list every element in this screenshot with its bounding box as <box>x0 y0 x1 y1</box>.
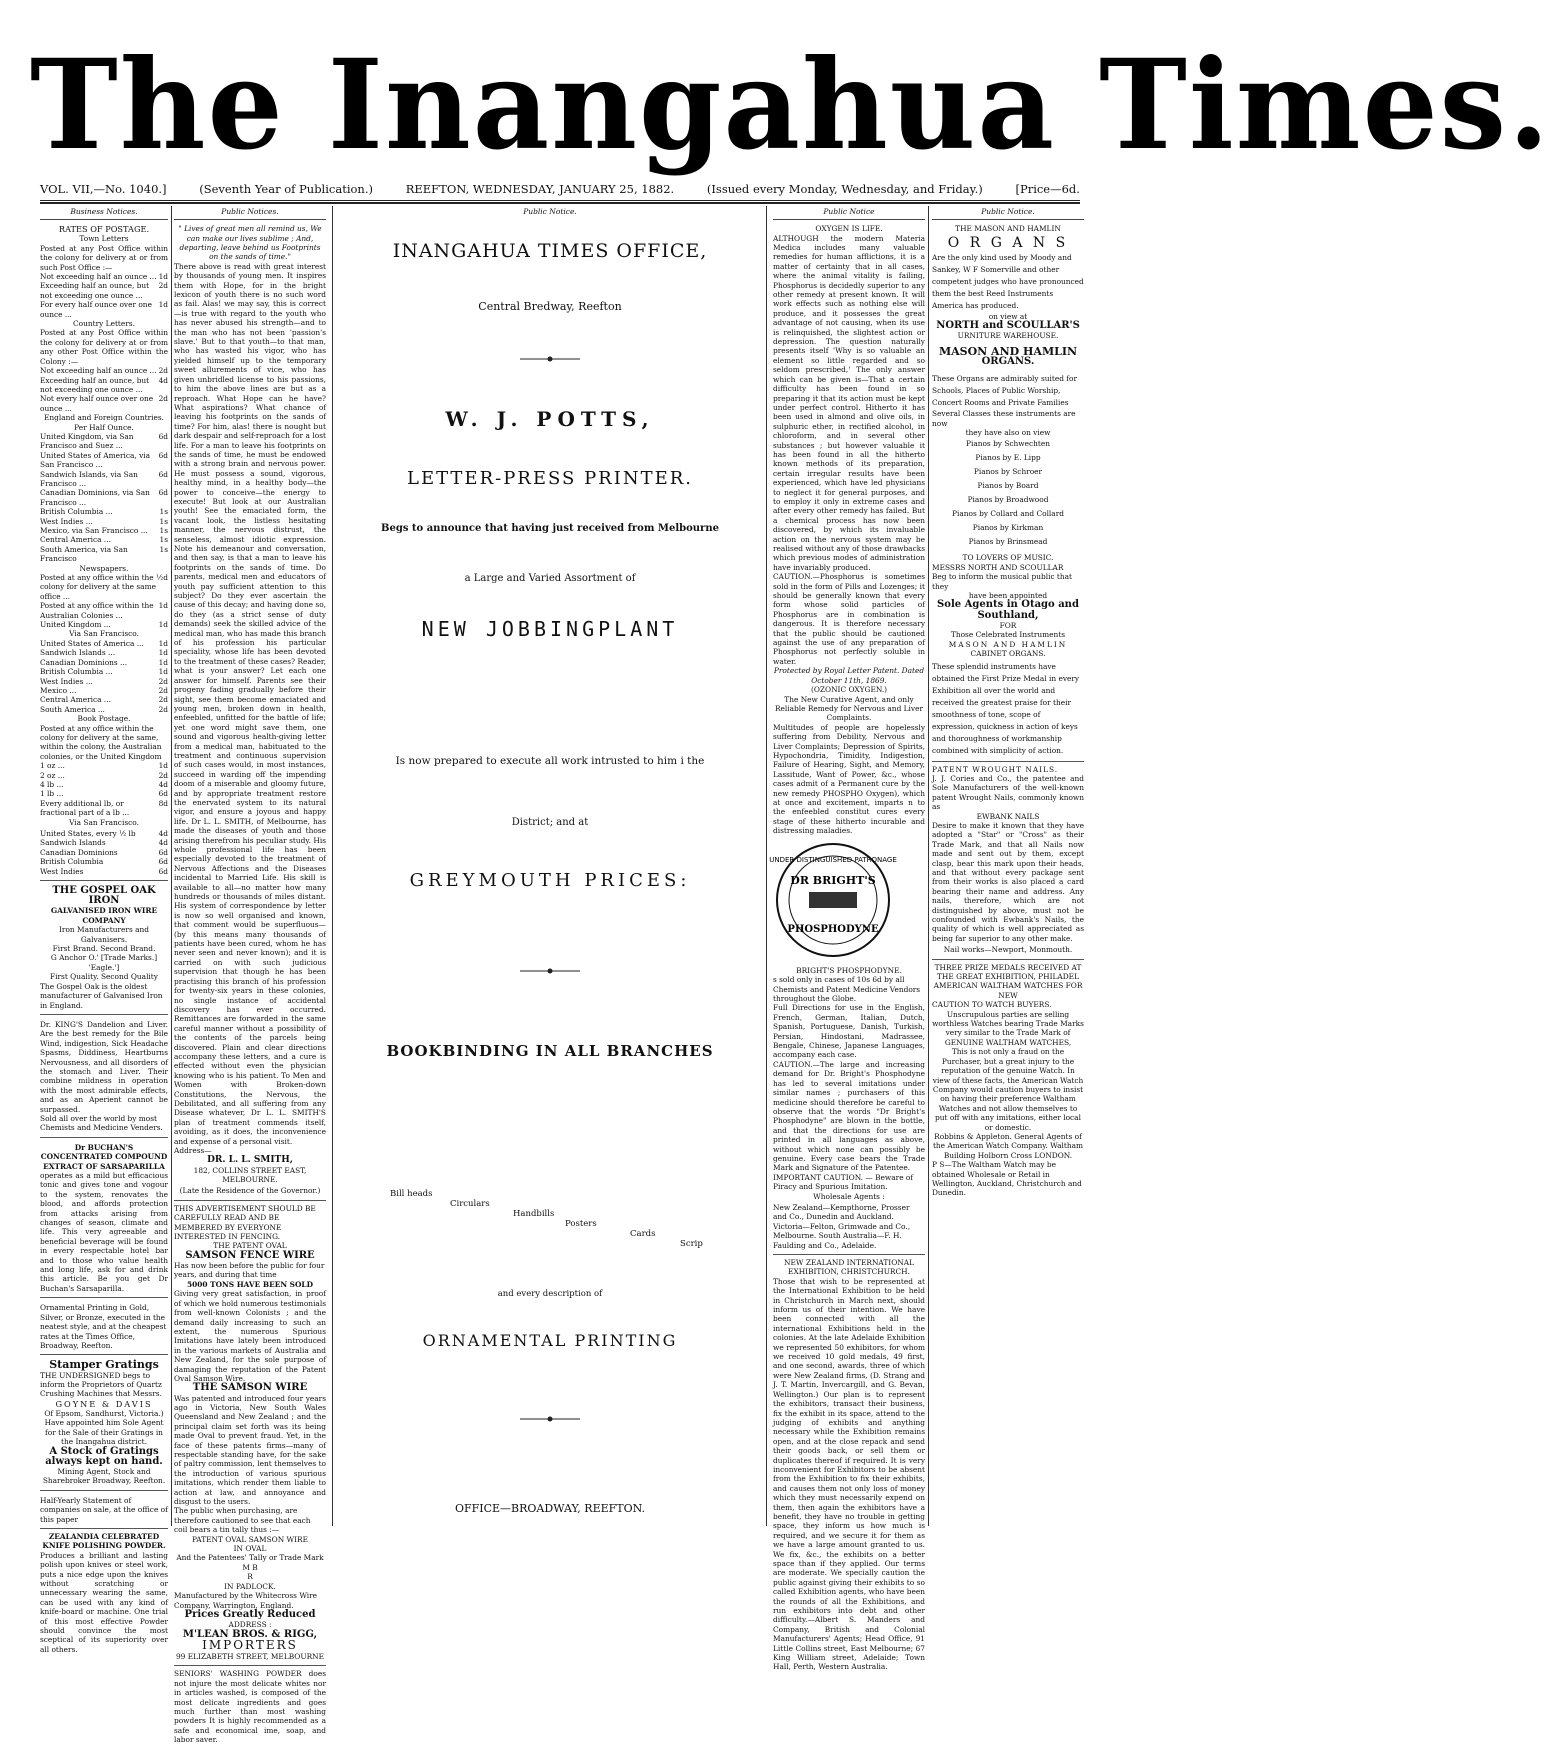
place-date: REEFTON, WEDNESDAY, JANUARY 25, 1882. <box>405 182 675 196</box>
rate-value: 1d <box>158 638 168 648</box>
rate-row <box>40 639 168 648</box>
messrs-north: MESSRS NORTH AND SCOULLAR <box>932 562 1064 572</box>
newspapers-heading: Newspapers. <box>79 563 129 573</box>
rate-value: 1d <box>158 272 168 282</box>
buchan-ad <box>40 1141 168 1299</box>
masthead-title: The Inangahua Times. <box>30 31 1551 178</box>
rate-value: 1s <box>159 535 168 545</box>
rate-row <box>40 573 168 601</box>
genuine-text: This is not only a fraud on the Purchaser, but a great injury to the reputation of the genuine Watch. In view of these facts, the American Watch Company would caution buyers to insist on having their preference Waltham Watches and not allow themselves to put off with any imitations, either local or domestic. <box>932 1047 1084 1132</box>
rate-value: 6d <box>158 488 168 498</box>
rate-row <box>40 545 168 564</box>
rate-value: 1d <box>158 620 168 630</box>
rate-label: 2 oz ... <box>40 770 65 780</box>
rate-value: 1d <box>158 601 168 611</box>
smith-late: (Late the Residence of the Governor.) <box>174 1184 326 1200</box>
ornament-rule <box>520 968 580 974</box>
rate-value: 2d <box>158 770 168 780</box>
samson-text2: Giving very great satisfaction, in proof of which we hold numerous testimonials from well-known Colonists ; and the demand daily increasing to such an extent, the numerous Spurious Imitations have lately been introduced in the various markets of Australia and New Zealand, for the sole purpose of damaging the reputation of the Patent Oval Samson Wire. <box>174 1289 326 1383</box>
waltham-watches: AMERICAN WALTHAM WATCHES FOR NEW <box>933 981 1083 1000</box>
rate-row <box>40 677 168 686</box>
goyne-text: Of Epsom, Sandhurst, Victoria.) Have appointed him Sole Agent for the Sale of their Gratings in the Inangahua district. <box>44 1408 164 1447</box>
rate-row <box>40 601 168 620</box>
column-divider <box>766 206 767 1526</box>
rate-row <box>40 272 168 281</box>
rate-row <box>40 789 168 798</box>
importers: IMPORTERS <box>202 1637 298 1652</box>
rate-value: 6d <box>158 866 168 876</box>
rate-value: 1d <box>158 648 168 658</box>
king-text: Dr. KING'S Dandelion and Liver. Are the best remedy for the Bile Wind, indigestion, Sick Headache Spasms, Diddiness, Heartburns Nervousness, and all disorders of the stomach and Liver. Their combine mildness in operation with the most admirable effects, and as an Aperient cannot be surpassed. <box>40 1019 168 1114</box>
column-organs <box>932 206 1084 1526</box>
seal-bottom-text: PHOSPHODYNE <box>787 923 879 935</box>
rate-value: 1d <box>158 300 168 310</box>
phosphorus-caution: CAUTION.—Phosphorus is sometimes sold in the form of Pills and Lozenges; it should be generally known that every form whose solid particles of Phosphorus are in combination is dangerous. It is therefore necessary that the public should be cautioned against the use of any preparation of Phosphorus not perfectly soluble in water. <box>773 572 925 666</box>
oxygen-title: OXYGEN IS LIFE. <box>815 224 883 234</box>
rate-label: West Indies <box>40 866 84 876</box>
district: District; and at <box>511 817 589 828</box>
rate-label: Sandwich Islands <box>40 838 106 848</box>
bright-sold: s sold only in cases of 10s 6d by all Chemists and Patent Medicine Vendors throughout the Globe. <box>773 975 921 1004</box>
rate-label: Posted at any office within the colony for delivery at the same office ... <box>40 573 156 601</box>
rate-value: 4d <box>158 779 168 789</box>
nails-text2: Desire to make it known that they have adopted a "Star" or "Cross" as their Trade Mark, and that all Nails now made and sent out by them, except clasp, bear this mark upon their heads, and that without every package sent from their works is also placed a card bearing their name and address. Any nails, therefore, which are not distinguished by above, must not be confounded with Ewbank's Nails, the quality of which is well appreciated as being far superior to any other make. <box>932 820 1084 943</box>
mclean-bros: M'LEAN BROS. & RIGG, <box>182 1628 318 1640</box>
piano-item: Pianos by Kirkman <box>972 523 1044 533</box>
piano-item: Pianos by Collard and Collard <box>952 509 1064 519</box>
exhibition-title: NEW ZEALAND INTERNATIONAL EXHIBITION, CHRISTCHURCH. <box>784 1258 914 1277</box>
rate-value: 6d <box>158 857 168 867</box>
stamper-title: Stamper Gratings <box>49 1358 159 1372</box>
per-half-ounce: Per Half Ounce. <box>74 422 134 432</box>
rate-label: United States, every ½ lb <box>40 829 136 838</box>
cabinet-organs: CABINET ORGANS. <box>970 649 1046 659</box>
address2: ADDRESS : <box>228 1620 272 1630</box>
column-divider <box>332 206 333 1526</box>
bright-title: BRIGHT'S PHOSPHODYNE. <box>796 965 902 975</box>
rate-label: Sandwich Islands, via San Francisco ... <box>40 469 138 488</box>
rate-value: 6d <box>158 847 168 857</box>
bookbinding: BOOKBINDING IN ALL BRANCHES <box>386 1042 714 1060</box>
rate-label: West Indies ... <box>40 516 93 526</box>
curative-agent: The New Curative Agent, and only Reliable Remedy for Nervous and Liver Complaints. <box>774 694 924 723</box>
handbills: Handbills <box>513 1209 555 1219</box>
volume-number: VOL. VII,—No. 1040.] <box>40 182 167 196</box>
rate-value: 1d <box>158 761 168 771</box>
poem-quote: " Lives of great men all remind us, We can make our lives sublime ; And, departing, leave behind us Footprints on the sands of time." <box>178 224 322 262</box>
column-divider <box>928 206 929 1526</box>
piano-item: Pianos by Brinsmead <box>968 537 1048 547</box>
three-prize: THREE PRIZE MEDALS RECEIVED AT THE GREAT EXHIBITION, PHILADEL <box>934 962 1082 982</box>
tally5: R <box>247 1572 253 1582</box>
piano-item: Pianos by Broadwood <box>967 495 1049 505</box>
samson-wire: THE SAMSON WIRE <box>192 1382 308 1394</box>
splendid-instruments: These splendid instruments have obtained the First Prize Medal in every Exhibition all over the world and received the greatest praise for their smoothness of tone, scope of expression, quickness in action of keys and thoroughness of workmanship combined with simplicity of action. <box>932 659 1084 762</box>
agents-list: New Zealand—Kempthorne, Prosser and Co., Dunedin and Auckland. Victoria—Felton, Grimwade and Co., Melbourne. South Australia—F. H. Faulding and Co., Adelaide. <box>773 1201 925 1255</box>
foreign-title: England and Foreign Countries. <box>43 413 165 423</box>
rate-value: 1s <box>159 544 168 554</box>
smith-address: 182, COLLINS STREET EAST, MELBOURNE. <box>193 1165 307 1185</box>
rate-value: 2d <box>158 695 168 705</box>
organs-heading: O R G A N S <box>947 234 1069 251</box>
central-broadway: Central Bredway, Reefton <box>478 300 622 313</box>
column-head: Public Notice. <box>932 207 1084 220</box>
unscrupulous: Unscrupulous parties are selling worthless Watches bearing Trade Marks very similar to the Trade Mark of <box>932 1009 1084 1038</box>
also-on-view: they have also on view <box>965 428 1051 438</box>
halfyearly-ad <box>40 1494 168 1529</box>
goyne-davis: GOYNE & DAVIS <box>55 1398 153 1409</box>
column-head: Public Notice. <box>523 207 577 216</box>
tally3: And the Patentees' Tally or Trade Mark <box>176 1553 324 1563</box>
rate-row <box>40 300 168 319</box>
rate-label: United Kingdom, via San Francisco and Suez ... <box>40 431 134 451</box>
sole-agents: Sole Agents in Otago and Southland, <box>937 599 1079 621</box>
elizabeth-street: 99 ELIZABETH STREET, MELBOURNE <box>174 1650 326 1666</box>
news-rates <box>40 573 168 629</box>
rate-value: 4d <box>158 838 168 848</box>
column-printer-ad <box>340 206 760 1526</box>
column-divider <box>171 206 172 1526</box>
rate-label: Not exceeding half an ounce ... <box>40 272 157 282</box>
genuine-waltham: GENUINE WALTHAM WATCHES, <box>944 1037 1072 1047</box>
ewbank-nails: EWBANK NAILS <box>976 811 1040 821</box>
protected: Protected by Royal Letter Patent. Dated October 11th, 1869. <box>773 666 925 685</box>
north-scoullar: NORTH and SCOULLAR'S <box>936 320 1080 332</box>
appointed: have been appointed <box>968 591 1048 601</box>
rate-value: 1d <box>158 657 168 667</box>
rate-row <box>40 488 168 507</box>
manufactured: Manufactured by the Whitecross Wire Company, Warrington, England. <box>174 1591 318 1610</box>
rate-label: South America ... <box>40 704 105 714</box>
exhibition-text: Those that wish to be represented at the International Exhibition to be held in Christchurch in March next, should inform us of their intention. We have been connected with all the international Exhibitions held in the colonies. At the late Adelaide Exhibition we represented 50 exhibitors, for whom we received 10 gold medals, 49 first, and one second, awards, three of which were New Zealand firms, (D. Strang and J. T. Martin, Invercargill, and G. Bevan, Wellington.) Our plan is to represent the exhibitors, transact their business, fix the exhibit in its space, attend to the judging of exhibits and anything necessary while the Exhibition remains open, and at the close repack and send their goods back, or sell them or duplicates thereof if required. It is very inconvenient for Exhibitors to be absent from the Exhibition to fix their exhibits, and causes them not only loss of money which they must necessarily expend on them, then again the exhibitors have a benefit, they have no trouble in getting space, they inform us how much is required, and we secure it for them as we have a large amount granted to us. We fix, &c., the exhibits on a better space than if they applied. Our terms are moderate. We specially caution the public against giving their exhibits to so called Exhibition agents, who have been the rounds of all the Exhibitions, and run exhibitors into debt and other difficulty.—Albert S. Manders and Company, British and Colonial Manufacturers' Agents; Head Office, 91 Little Collins street, East Melbourne; 67 King William street, Adelaide; Town Hall, Perth, Western Australia. <box>773 1276 925 1672</box>
directions: Full Directions for use in the English, French, German, Italian, Dutch, Spanish, Portuguese, Danish, Turkish, Persian, Hindostani, Madrassee, Bengale, Chinese, Japanese Languages, accompany each case. <box>773 1003 925 1060</box>
begs-to-announce: Begs to announce that having just received from Melbourne <box>381 523 719 534</box>
column-business-notices <box>40 206 168 1654</box>
rate-row <box>40 432 168 451</box>
rate-label: Not exceeding half an ounce ... <box>40 366 157 376</box>
prepared-notice: Is now prepared to execute all work intrusted to him i the <box>395 755 705 767</box>
circulars: Circulars <box>450 1199 490 1209</box>
nails-text: J. J. Cories and Co., the patentee and Sole Manufacturers of the well-known patent Wrought Nails, commonly known as <box>932 773 1084 812</box>
office-title: INANGAHUA TIMES OFFICE, <box>392 240 708 262</box>
town-text: Posted at any Post Office within the colony for delivery at or from such Post Office :— <box>40 243 168 272</box>
rate-value: 2d <box>158 676 168 686</box>
rate-row <box>40 366 168 375</box>
zealandia-title: ZEALANDIA CELEBRATED KNIFE POLISHING POWDER. <box>42 1532 166 1551</box>
rate-label: Posted at any office within the Australian Colonies ... <box>40 601 154 620</box>
piano-item: Pianos by Schroer <box>973 467 1043 477</box>
large-assortment: a Large and Varied Assortment of <box>464 573 636 584</box>
rate-label: Canadian Dominions, via San Francisco ... <box>40 488 150 507</box>
seniors-text: SENIORS' WASHING POWDER does not injure the most delicate whites nor in articles washed, is composed of the most delicate ingredients and goes much further than most washing powders It is highly recommended as a safe and economical ime, soap, and labor saver. <box>174 1669 326 1745</box>
postage-title: RATES OF POSTAGE. <box>58 224 150 235</box>
via-sf-heading: Via San Francisco. <box>69 629 139 639</box>
rate-label: Canadian Dominions <box>40 847 118 857</box>
rate-value: 2d <box>158 685 168 695</box>
rate-row <box>40 507 168 516</box>
smith-text: There above is read with great interest by thousands of young men. It inspires them with Hope, for in the bright lexicon of youth there is no such word as fail. Alas! we may say, this is correct—is true with regard to the youth who has never abused his strength—and to the man who has not been 'passion's slave.' But to that youth—to that man, who has wasted his vigor, who has yielded himself up to the temporary sweet allurements of vice, who has given unbridled license to his passions, to him the above lines are but as a reproach. What Hope can he have? What aspirations? What chance of leaving his footprints on the sands of time? For him, alas! there is nought but dark despair and self-reproach for a lost life. For a man to leave his footprints on the sands of time, he must be endowed with a strong brain and nervous power. He must possess a sound, vigorous, healthy mind, in a healthy body—the power to conceive—the energy to execute! But look at our Australian youth! See the emaciated form, the vacant look, the listless hesitating manner, the nervous distrust, the senseless, almost idiotic expression. Note his demeanour and conversation, and then say, is that a man to leave his footprints on the sands of time. Do parents, medical men and educators of youth pay sufficient attention to this subject? Do they ever ascertain the cause of this decay; and having done so, do they (as a strict sense of duty demands) seek the skilled advice of the medical man, who has made this branch of his profession his particular speciality, whose life has been devoted to the treatment of these cases? Reader, what is your answer? Let each one answer for himself. Parents see their progeny fading gradually before their sight, see them become emaciated and young men, broken down in health, enfeebled, unfitted for the battle of life; yet one word might save them, one sound and vigorous health-giving letter from a medical man, habituated to the treatment and continuous supervision of such cases would, in most instances, succeed in warding off the impending doom of a miserable and gloomy future, and by appropriate treatment restore the enervated system to its natural vigor, and ensure a joyous and happy life. Dr L. L. SMITH, of Melbourne, has made the diseases of youth and those arising therefrom his peculiar study. His whole professional life has been especially devoted to the treatment of Nervous Affections and the Diseases incidental to Married Life. His skill is available to all—no matter how many hundreds or thousands of miles distant. His system of correspondence by letter is now so well organised and known, that comment would be superfluous—(by this means many thousands of patients have been cured, whom he has never seen and never known); and it is carried on with such judicious supervision that though he has been practising this branch of his profession for twenty-six years in these colonies, no single instance of accidental discovery has ever occurred. Remittances are forwarded in the same careful manner without a possibility of the contents of the parcels being discovered. Plain and clear directions accompany these letters, and a cure is effected without even the physician knowing who is his patient. To Men and Women with Broken-down Constitutions, the Nervous, the Debilitated, and all suffering from any Disease whatever, Dr L. L. SMITH'S plan of treatment commends itself, avoiding, as it does, the inconvenience and expense of a personal visit. <box>174 261 326 1146</box>
king-sold: Sold all over the world by most Chemists and Medicine Venders. <box>40 1113 163 1133</box>
column-head: Business Notices. <box>40 207 168 220</box>
piano-item: Pianos by Schwechten <box>965 439 1050 449</box>
via-sf2-heading: Via San Francisco. <box>69 817 139 827</box>
gospel-title: THE GOSPEL OAK IRON <box>52 885 156 907</box>
rate-value: 6d <box>158 789 168 799</box>
ornament-rule <box>520 1416 580 1422</box>
country-rates <box>40 366 168 413</box>
rate-label: British Columbia ... <box>40 507 113 517</box>
rate-label: 1 lb ... <box>40 789 64 799</box>
rate-row <box>40 620 168 629</box>
potts-name: W. J. POTTS, <box>445 407 655 431</box>
rate-label: United Kingdom ... <box>40 620 111 630</box>
ornament-rule <box>520 356 580 362</box>
piano-item: Pianos by Board <box>977 481 1039 491</box>
rate-row <box>40 867 168 876</box>
seal-top-text: UNDER DISTINGUISHED PATRONAGE <box>769 855 897 864</box>
rate-row <box>40 771 168 780</box>
column-public-notices <box>174 206 326 1745</box>
gospel-quality: First Quality. Second Quality <box>50 972 158 982</box>
mining-agent: Mining Agent, Stock and Sharebroker Broadway, Reefton. <box>42 1466 166 1486</box>
greymouth-prices: GREYMOUTH PRICES: <box>409 870 691 891</box>
ps-note: P S—The Waltham Watch may be obtained Wholesale or Retail in Wellington, Auckland, Christchurch and Dunedin. <box>932 1160 1082 1198</box>
dateline <box>40 178 1080 201</box>
buchan-title: Dr BUCHAN'S CONCENTRATED COMPOUND EXTRACT OF SARSAPARILLA <box>40 1142 168 1171</box>
rate-value: 1s <box>159 526 168 535</box>
town-rates <box>40 272 168 319</box>
tally1: PATENT OVAL SAMSON WIRE <box>191 1534 309 1544</box>
letterpress-printer: LETTER-PRESS PRINTER. <box>406 468 694 489</box>
ornamental-ad <box>40 1301 168 1355</box>
column-head: Public Notices. <box>174 207 326 220</box>
rate-value: 1d <box>158 667 168 677</box>
on-view: on view at <box>988 311 1028 321</box>
rate-row <box>40 470 168 489</box>
foreign-rates <box>40 432 168 564</box>
samson-sold: 5000 TONS HAVE BEEN SOLD <box>186 1279 314 1289</box>
halfyearly-text: Half-Yearly Statement of companies on sale, at the office of this paper <box>40 1495 168 1524</box>
rate-value: ½d <box>156 573 168 583</box>
column-oxygen <box>769 206 925 1672</box>
smith-address-label: Address— <box>174 1146 212 1156</box>
book-extra: Every additional lb, or fractional part of a lb ... <box>40 798 130 818</box>
rate-value: 6d <box>158 431 168 441</box>
rate-row <box>40 658 168 667</box>
stamper-ad <box>40 1358 168 1490</box>
zealandia-ad <box>40 1532 168 1654</box>
samson-text3: Was patented and introduced four years ago in Victoria, New South Wales Queensland and New Zealand ; and the principal claim set forth was its being made Oval to prevent fraud. Yet, in the face of these patents firms—many of respectable standing have, for the sake of paltry commission, lent themselves to the introduction of various spurious imitations, which render them liable to action at law, and annoyance and disgust to the users. <box>174 1393 326 1507</box>
rate-label: For every half ounce over one ounce ... <box>40 300 152 319</box>
rate-value: 2d <box>158 394 168 404</box>
nail-works: Nail works—Newport, Monmouth. <box>932 943 1084 959</box>
rate-label: Exceeding half an ounce, but not exceeding one ounce ... <box>40 375 150 394</box>
stamper-text: THE UNDERSIGNED begs to inform the Proprietors of Quartz Crushing Machines that Messrs. <box>40 1370 162 1399</box>
organs-suited: These Organs are admirably suited for Schools, Places of Public Worship, Concert Rooms and Private Families <box>932 374 1077 408</box>
rate-label: United States of America, via San Francisco ... <box>40 450 151 470</box>
rate-row <box>40 517 168 526</box>
price: [Price—6d. <box>1015 182 1080 196</box>
gospel-brands: First Brand. Second Brand. <box>52 944 156 954</box>
rate-row <box>40 829 168 838</box>
gospel-company: GALVANISED IRON WIRE COMPANY <box>50 906 158 925</box>
book-extra-rate: 8d <box>158 798 168 808</box>
rate-value: 1s <box>159 516 168 526</box>
sf2-rates <box>40 827 168 881</box>
rate-label: United States of America ... <box>40 638 144 648</box>
for-word: FOR <box>999 620 1017 630</box>
rate-value: 2d <box>158 366 168 376</box>
rate-row <box>40 535 168 544</box>
rate-label: Not every half ounce over one ounce ... <box>40 394 154 413</box>
several-classes: Several Classes these instruments are now <box>932 409 1076 428</box>
piano-item: Pianos by E. Lipp <box>975 453 1041 463</box>
rate-value: 4d <box>158 829 168 838</box>
tally6: IN PADLOCK. <box>224 1581 276 1591</box>
organs-word: ORGANS. <box>981 356 1035 368</box>
celebrated-instruments: Those Celebrated Instruments <box>950 630 1066 640</box>
posters: Posters <box>565 1219 597 1229</box>
country-letters: Country Letters. <box>73 319 135 329</box>
oxygen-text: ALTHOUGH the modern Materia Medica includes many valuable remedies for human afflictions, it is a matter of certainty that in all cases, where the animal vitality is failing, Phosphorus is decidedly superior to any other remedy at present known. It will work effects such as nothing else will produce, and it possesses the great advantage of not causing, when its use is relinquished, the slightest action or depression. The question naturally presents itself 'Why is so valuable an element so little regarded and so seldom prescribed,' The only answer which can be given is—That a certain difficulty has been found in so preparing it that its action must be kept under perfect control. Hitherto it has been used in almond and olive oils, in sulphuric ether, in rectified alcohol, in chloroform, and in several other substances ; but however valuable it has been found in all the hitherto known methods of its preparation, certain irregular results have been experienced, which have led physicians to neglect it for general purposes, and to employ it only in extreme cases and after every other remedy has failed. But a chemical process has now been discovered, by which its invaluable action on the nervous system may be realised without any of those drawbacks which previous modes of administration have invariably produced. <box>773 233 925 572</box>
column-head: Public Notice <box>773 207 925 220</box>
only-used: Are the only kind used by Moody and Sankey, W F Somerville and other competent judges who have pronounced them the best Reed Instruments America has produced. <box>932 252 1084 310</box>
rate-value: 2d <box>158 281 168 291</box>
rate-label: Central America ... <box>40 535 111 545</box>
rate-row <box>40 838 168 847</box>
every-description: and every description of <box>497 1289 603 1299</box>
rate-label: British Columbia ... <box>40 667 113 677</box>
rate-row <box>40 848 168 857</box>
new-jobbing-plant: NEW JOBBINGPLANT <box>421 617 679 641</box>
caution2: CAUTION.—The large and increasing demand for Dr. Bright's Phosphodyne has led to several imitations under similar names ; purchasers of this medicine should therefore be careful to observe that the words "Dr Bright's Phosphodyne" are blown in the bottle, and that the directions for use are printed in all languages as above, without which none can possibly be genuine. Every case bears the Trade Mark and Signature of the Patentee. <box>773 1059 925 1173</box>
rate-label: Mexico ... <box>40 685 77 695</box>
rate-value: 6d <box>158 469 168 479</box>
rate-label: 4 lb ... <box>40 779 64 789</box>
scrip: Scrip <box>680 1239 703 1249</box>
samson-text4: The public when purchasing, are therefore cautioned to see that each coil bears a tin tally thus :— <box>174 1506 311 1535</box>
rate-label: West Indies ... <box>40 676 93 686</box>
important-caution: IMPORTANT CAUTION. — Beware of Piracy and Spurious Imitation. <box>773 1172 914 1192</box>
ornamental-printing: ORNAMENTAL PRINTING <box>422 1331 678 1350</box>
multitudes: Multitudes of people are hopelessly suffering from Debility, Nervous and Liver Complaints; Depression of Spirits, Hypochondria, Timidity, Indigestion, Failure of Hearing, Sight, and Memory, Lassitude, Want of Power, &c., whose cases admit of a Permanent cure by the new remedy PHOSPHO Oxygen), which at once and excitement, imparts n to the enfeebled constitut cures every stage of these hitherto incurable and distressing maladies. <box>773 722 925 836</box>
tally2: IN OVAL <box>233 1544 267 1554</box>
smith-name: DR. L. L. SMITH, <box>207 1155 293 1166</box>
rate-label: British Columbia <box>40 857 104 867</box>
book-postage-heading: Book Postage. <box>77 714 131 724</box>
rate-value: 4d <box>158 375 168 385</box>
gospel-text: The Gospel Oak is the oldest manufacturer of Galvanised Iron in England. <box>40 981 163 1010</box>
king-ad <box>40 1018 168 1138</box>
book-rates <box>40 761 168 799</box>
rate-row <box>40 667 168 676</box>
town-letters: Town Letters <box>79 234 129 244</box>
mh-cabinet: MASON AND HAMLIN <box>948 639 1068 649</box>
gospel-oak-ad <box>40 884 168 1015</box>
cards: Cards <box>630 1229 656 1239</box>
pianos-list <box>932 437 1084 549</box>
rate-row <box>40 526 168 535</box>
rate-row <box>40 705 168 714</box>
tally4: M B <box>242 1562 258 1572</box>
caution-watch: CAUTION TO WATCH BUYERS. <box>932 1000 1052 1010</box>
publication-year: (Seventh Year of Publication.) <box>199 182 373 196</box>
masthead-rule <box>40 202 1080 204</box>
sf-rates <box>40 639 168 714</box>
rate-row <box>40 394 168 413</box>
zealandia-text: Produces a brilliant and lasting polish upon knives or steel work, puts a nice edge upon the knives without scratching or unnecessary wearing the same, can be used with any kind of knife-board or machine. One trial of this most effective Powder should convince the most sceptical of its superiority over all others. <box>40 1550 168 1654</box>
rate-value: 2d <box>158 704 168 714</box>
issue-days: (Issued every Monday, Wednesday, and Friday.) <box>706 182 983 196</box>
rate-row <box>40 281 168 300</box>
nails-title: PATENT WROUGHT NAILS. <box>932 764 1059 774</box>
rate-row <box>40 648 168 657</box>
country-text: Posted at any Post Office within the colony for delivery at or from any other Post Office within the Colony :— <box>40 328 168 366</box>
rate-row <box>40 451 168 470</box>
buchan-text: operates as a mild but efficacious tonic and gives tone and vogour to the system, renovates the blood, and affords protection from attacks arising from changes of season, climate and life. This very agreeable and beneficial beverage will be found in every respectable hotel bar and to those who value health and long life, ask for and drink this article. Be you get Dr Buchan's Sarsaparilla. <box>40 1171 168 1293</box>
rate-row <box>40 376 168 395</box>
rate-row <box>40 761 168 770</box>
samson-title: SAMSON FENCE WIRE <box>185 1249 315 1261</box>
mason-hamlin: THE MASON AND HAMLIN <box>955 224 1061 234</box>
advert-notice: THIS ADVERTISEMENT SHOULD BE CAREFULLY READ AND BE MEMBERED BY EVERYONE INTERESTED IN FENCING. <box>174 1203 316 1242</box>
office-broadway: OFFICE—BROADWAY, REEFTON. <box>454 1502 646 1515</box>
rate-row <box>40 857 168 866</box>
lovers-of-music: TO LOVERS OF MUSIC. <box>962 553 1054 563</box>
furniture-warehouse: URNITURE WAREHOUSE. <box>957 331 1059 341</box>
gospel-sub: Iron Manufacturers and Galvanisers. <box>59 925 149 944</box>
rate-value: 1s <box>159 507 168 517</box>
rate-row <box>40 780 168 789</box>
rate-label: Sandwich Islands ... <box>40 648 116 658</box>
ozonic-oxygen: (OZONIC OXYGEN.) <box>810 685 888 695</box>
gospel-marks: G Anchor O.' [Trade Marks.] 'Eagle.'] <box>50 953 158 972</box>
rate-row <box>40 695 168 704</box>
prices-reduced: Prices Greatly Reduced <box>184 1608 316 1620</box>
book-text: Posted at any office within the colony for delivery at the same, within the colony, the Australian colonies, or the United Kingdom <box>40 723 162 761</box>
wholesale-agents: Wholesale Agents : <box>813 1191 885 1201</box>
rate-value: 6d <box>158 450 168 460</box>
phosphodyne-seal <box>769 840 897 960</box>
rate-label: Canadian Dominions ... <box>40 657 128 667</box>
robbins-appleton: Robbins & Appleton. General Agents of the American Watch Company. Waltham Building Holborn Cross LONDON. <box>932 1131 1084 1160</box>
samson-text1: Has now been before the public for four years, and during that time <box>174 1261 325 1280</box>
mh-organs-title: MASON AND HAMLIN <box>938 344 1078 358</box>
bill-heads: Bill heads <box>390 1189 433 1199</box>
rate-label: South America, via San Francisco <box>40 544 128 564</box>
rate-label: Central America ... <box>40 695 111 705</box>
ornamental-text: Ornamental Printing in Gold, Silver, or Bronze, executed in the neatest style, and at the cheapest rates at the Times Office, Broadway, Reefton. <box>40 1303 167 1350</box>
rate-label: 1 oz ... <box>40 761 65 771</box>
rate-label: Exceeding half an ounce, but not exceeding one ounce ... <box>40 281 150 300</box>
seal-mid-text: DR BRIGHT'S <box>790 873 876 887</box>
stock-notice: A Stock of Gratings always kept on hand. <box>45 1445 163 1467</box>
rate-row <box>40 686 168 695</box>
beg-to-inform: Beg to inform the musical public that they <box>932 572 1073 591</box>
patent-oval: THE PATENT OVAL <box>213 1241 287 1251</box>
rate-label: Mexico, via San Francisco ... <box>40 526 148 535</box>
